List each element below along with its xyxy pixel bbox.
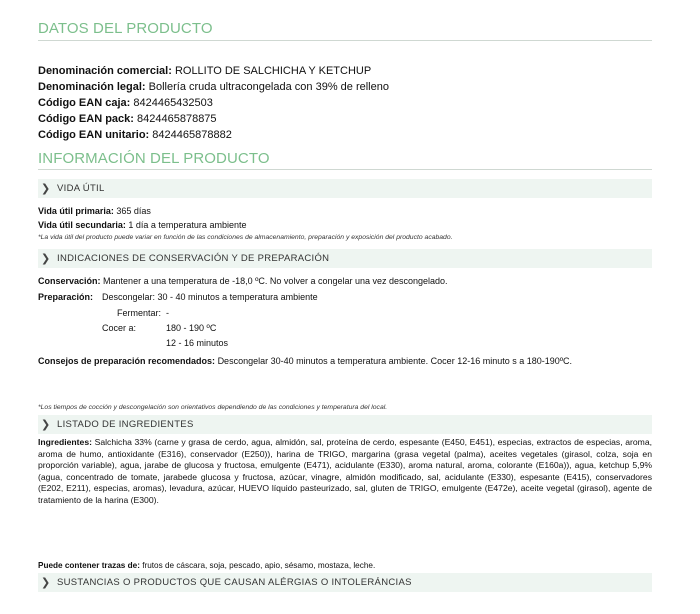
section-alergias[interactable]: [38, 573, 652, 592]
section-ingredientes[interactable]: [38, 415, 652, 434]
consejos-value: Descongelar 30-40 minutos a temperatura ambiente. Cocer 12-16 minuto s a 180-190ºC.: [217, 356, 573, 366]
denominacion-legal-row: [38, 81, 389, 93]
section-label: SUSTANCIAS O PRODUCTOS QUE CAUSAN ALÉRGIAS O INTOLERÁNCIAS: [57, 577, 412, 588]
cocer-temp: 180 - 190 ºC: [166, 323, 217, 333]
consejos-row: [38, 356, 572, 366]
preparacion-label-text: Preparación:: [38, 292, 94, 302]
cocer-label: Cocer a:: [102, 323, 137, 333]
conservacion-value: Mantener a una temperatura de -18,0 ºC. No volver a congelar una vez descongelado.: [103, 276, 448, 286]
chevron-right-icon: ❯: [41, 253, 51, 265]
section-label: LISTADO DE INGREDIENTES: [57, 419, 194, 430]
preparacion-label: [38, 292, 93, 302]
field-value: Bollería cruda ultracongelada con 39% de relleno: [148, 81, 389, 93]
fermentar-value: -: [166, 308, 169, 318]
denominacion-comercial-row: [38, 65, 371, 77]
ean-caja-row: [38, 97, 213, 109]
ingredientes-label: Ingredientes:: [38, 437, 92, 447]
consejos-label: Consejos de preparación recomendados:: [38, 356, 216, 366]
trazas-label: Puede contener trazas de:: [38, 561, 140, 570]
field-label: Denominación legal:: [38, 81, 146, 93]
vida-secundaria-label: Vida útil secundaria:: [38, 220, 126, 230]
section-label: INDICACIONES DE CONSERVACIÓN Y DE PREPARACIÓN: [57, 253, 330, 264]
datos-divider: [38, 40, 652, 41]
trazas-row: [38, 561, 375, 570]
vida-secundaria-row: [38, 220, 246, 230]
conservacion-note: *Los tiempos de cocción y descongelación son orientativos dependiendo de las condiciones y temperatura del local.: [38, 404, 388, 411]
field-label: Código EAN caja:: [38, 97, 131, 109]
vida-primaria-value: 365 días: [116, 206, 151, 216]
vida-primaria-row: [38, 206, 151, 216]
field-value: 8424465878875: [137, 113, 217, 125]
field-label: Denominación comercial:: [38, 65, 172, 77]
field-value: 8424465878882: [152, 129, 232, 141]
trazas-value: frutos de cáscara, soja, pescado, apio, sésamo, mostaza, leche.: [142, 561, 376, 570]
chevron-right-icon: ❯: [41, 419, 51, 431]
info-divider: [38, 169, 652, 170]
datos-title: DATOS DEL PRODUCTO: [38, 20, 213, 37]
field-label: Código EAN pack:: [38, 113, 134, 125]
field-value: ROLLITO DE SALCHICHA Y KETCHUP: [174, 65, 372, 77]
fermentar-label: Fermentar:: [117, 308, 162, 318]
field-label: Código EAN unitario:: [38, 129, 150, 141]
ean-pack-row: [38, 113, 217, 125]
vida-secundaria-value: 1 día a temperatura ambiente: [128, 220, 247, 230]
info-title: INFORMACIÓN DEL PRODUCTO: [38, 150, 270, 167]
ingredientes-text: Salchicha 33% (carne y grasa de cerdo, agua, almidón, sal, proteína de cerdo, espesante (E450, E451), especias, extractos de especias, aroma, aroma de humo, antioxidante (E316), conservador (E250)), harina de TRIGO, margarina (grasa vegetal (palma), aceites vegetales (girasol, colza, soja en proporción variable), agua, jarabe de glucosa y fructosa, emulgente (E471), acidulante (E330), aroma natural, aroma, colorante (E160a)), agua, ketchup 5,9% (agua, concentrado de tomate, jarabede glucosa y fructosa, azúcar, vinagre, almidón modificado, sal, acidulante (E330), espesante (E415), conservadores (E202, E211), especias, aromas), levadura, azúcar, HUEVO líquido pasteurizado, sal, gluten de TRIGO, emulgente (E472e), aceite vegetal (girasol), agente de tratamiento de la harina (E300).: [38, 437, 653, 505]
vida-util-note: *La vida útil del producto puede variar en función de las condiciones de almacenamiento, preparación y exposición del producto acabado.: [38, 234, 453, 241]
conservacion-label: Conservación:: [38, 276, 101, 286]
section-label: VIDA ÚTIL: [57, 183, 105, 194]
section-vida-util[interactable]: [38, 179, 652, 198]
chevron-right-icon: ❯: [41, 183, 51, 195]
cocer-time: 12 - 16 minutos: [166, 338, 229, 348]
chevron-right-icon: ❯: [41, 577, 51, 589]
conservacion-row: [38, 276, 448, 286]
ingredientes-paragraph: [38, 437, 652, 507]
descongelar-text: Descongelar: 30 - 40 minutos a temperatura ambiente: [102, 292, 318, 302]
ean-unitario-row: [38, 129, 232, 141]
field-value: 8424465432503: [133, 97, 213, 109]
vida-primaria-label: Vida útil primaria:: [38, 206, 114, 216]
section-conservacion[interactable]: [38, 249, 652, 268]
